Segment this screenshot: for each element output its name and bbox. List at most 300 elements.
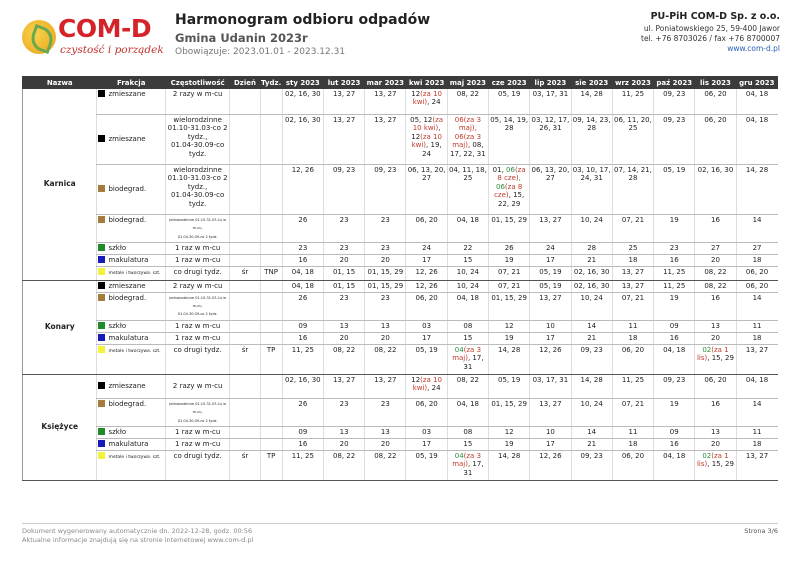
table-header-row	[23, 77, 778, 89]
date-cell: 23	[654, 243, 695, 255]
date-cell: 14, 28	[736, 165, 777, 215]
frequency-cell: 1 raz w m-cu	[165, 320, 229, 332]
date-cell: 13, 27	[323, 89, 364, 115]
date-cell: 11	[736, 427, 777, 439]
leaf-icon	[22, 20, 56, 54]
week-cell	[260, 292, 282, 320]
color-swatch	[98, 135, 105, 142]
date-cell: 18	[736, 332, 777, 344]
date-cell: 18	[612, 332, 653, 344]
date-cell: 16	[695, 292, 736, 320]
date-cell: 03	[406, 427, 447, 439]
date-cell: 12	[489, 320, 530, 332]
date-cell: 09, 23	[365, 165, 406, 215]
date-cell: 08, 22	[323, 344, 364, 374]
title-block	[175, 12, 430, 57]
date-cell: 08	[447, 427, 488, 439]
date-cell: 13	[323, 427, 364, 439]
date-cell: 03, 17, 31	[530, 89, 571, 115]
date-cell: 01, 15, 29	[489, 292, 530, 320]
color-swatch	[98, 440, 105, 447]
date-cell: 13	[365, 320, 406, 332]
date-cell: 16	[282, 255, 323, 267]
company-phone: tel. +76 8703026 / fax +76 8700007	[641, 34, 780, 43]
table-row	[23, 320, 778, 332]
color-swatch	[98, 185, 105, 192]
date-cell: 18	[736, 439, 777, 451]
date-cell: 14, 28	[571, 374, 612, 398]
date-cell: 26	[282, 215, 323, 243]
date-cell: 06, 20	[695, 89, 736, 115]
date-cell: 13, 27	[365, 89, 406, 115]
date-cell: 14, 28	[571, 89, 612, 115]
date-cell: 16	[695, 215, 736, 243]
date-cell: 04, 18	[654, 344, 695, 374]
date-cell: 12, 26	[406, 280, 447, 292]
date-cell: 20	[323, 255, 364, 267]
date-cell: 12, 26	[530, 344, 571, 374]
frequency-cell: 1 raz w m-cu	[165, 427, 229, 439]
day-cell	[230, 332, 260, 344]
frequency-cell: jednorodzinne 01.10-31.03-1x w m-cu, 01.04-30.09-co 2 tydz.	[165, 292, 229, 320]
date-cell: 20	[365, 332, 406, 344]
day-cell	[230, 398, 260, 426]
week-cell	[260, 439, 282, 451]
date-cell: 13, 27	[736, 451, 777, 481]
date-cell: 13, 27	[612, 280, 653, 292]
frequency-cell: co drugi tydz.	[165, 267, 229, 280]
date-cell: 19	[489, 439, 530, 451]
date-cell: 13, 27	[530, 292, 571, 320]
date-cell: 11, 25	[612, 89, 653, 115]
info-note: Aktualne informacje znajdują się na stronie internetowej www.com-d.pl	[22, 536, 254, 544]
date-cell: 23	[365, 243, 406, 255]
color-swatch	[98, 268, 105, 275]
date-cell: 06, 20	[736, 280, 777, 292]
date-cell: 28	[571, 243, 612, 255]
day-cell: śr	[230, 267, 260, 280]
gmina-name: Karnica	[23, 89, 97, 281]
week-cell	[260, 255, 282, 267]
date-cell: 01, 15, 29	[365, 280, 406, 292]
date-cell: 01, 15	[323, 267, 364, 280]
date-cell: 09	[654, 427, 695, 439]
fraction-cell: szkło	[97, 243, 165, 255]
date-cell: 13	[323, 320, 364, 332]
date-cell: 04(za 3 maj), 17, 31	[447, 344, 488, 374]
fraction-cell: biodegrad.	[97, 165, 165, 215]
schedule-table	[22, 76, 778, 481]
date-cell: 11	[612, 320, 653, 332]
date-cell: 20	[365, 255, 406, 267]
date-cell: 20	[695, 255, 736, 267]
col-header: mar 2023	[366, 78, 405, 87]
color-swatch	[98, 256, 105, 263]
date-cell: 02, 16, 30	[282, 115, 323, 165]
date-cell: 19	[489, 332, 530, 344]
date-cell: 05, 19	[530, 280, 571, 292]
date-cell: 07, 21	[612, 215, 653, 243]
date-cell: 21	[571, 332, 612, 344]
week-cell	[260, 332, 282, 344]
date-cell: 06, 20	[736, 267, 777, 280]
date-cell: 05, 19	[406, 344, 447, 374]
date-cell: 06, 20	[612, 344, 653, 374]
table-row	[23, 344, 778, 374]
date-cell: 09, 23	[654, 115, 695, 165]
company-address: ul. Poniatowskiego 25, 59-400 Jawor	[643, 24, 780, 33]
date-cell: 13, 27	[365, 374, 406, 398]
frequency-cell: co drugi tydz.	[165, 344, 229, 374]
date-cell: 16	[282, 332, 323, 344]
date-cell: 05, 19	[489, 374, 530, 398]
day-cell	[230, 215, 260, 243]
col-header: Dzień	[230, 77, 260, 89]
date-cell: 10	[530, 320, 571, 332]
fraction-cell: biodegrad.	[97, 398, 165, 426]
fraction-cell: zmieszane	[97, 89, 165, 115]
generated-note: Dokument wygenerowany automatycznie dn. 2022-12-28, godz. 00:56	[22, 527, 253, 535]
fraction-cell: metale i tworzywa. szt.	[97, 267, 165, 280]
date-cell: 25	[612, 243, 653, 255]
date-cell: 04, 18	[736, 115, 777, 165]
date-cell: 13, 27	[323, 374, 364, 398]
col-header: Nazwa	[23, 77, 97, 89]
date-cell: 06, 20	[695, 115, 736, 165]
day-cell	[230, 89, 260, 115]
table-row	[23, 243, 778, 255]
date-cell: 02, 16, 30	[571, 280, 612, 292]
day-cell: śr	[230, 451, 260, 481]
date-cell: 03, 17, 31	[530, 374, 571, 398]
date-cell: 02, 16, 30	[695, 165, 736, 215]
date-cell: 10, 24	[571, 215, 612, 243]
day-cell	[230, 243, 260, 255]
date-cell: 09, 23	[323, 165, 364, 215]
fraction-cell: metale i tworzywa. szt.	[97, 344, 165, 374]
date-cell: 13, 27	[530, 215, 571, 243]
date-cell: 02(za 1 lis), 15, 29	[695, 344, 736, 374]
logo-tagline: czystość i porządek	[60, 44, 164, 56]
day-cell	[230, 439, 260, 451]
date-cell: 05, 14, 19, 28	[489, 115, 530, 165]
col-header: cze 2023	[489, 77, 530, 89]
col-header: wrz 2023	[612, 77, 653, 89]
date-cell: 27	[736, 243, 777, 255]
table-row	[23, 332, 778, 344]
day-cell	[230, 374, 260, 398]
date-cell: 13	[365, 427, 406, 439]
frequency-cell: jednorodzinne 01.10-31.03-1x w m-cu, 01.04-30.09-co 2 tydz.	[165, 215, 229, 243]
col-header: Tydz.	[260, 78, 282, 87]
frequency-cell: 2 razy w m-cu	[165, 280, 229, 292]
frequency-cell: 2 razy w m-cu	[165, 374, 229, 398]
date-cell: 02, 16, 30	[282, 374, 323, 398]
fraction-cell: biodegrad.	[97, 292, 165, 320]
day-cell	[230, 280, 260, 292]
date-cell: 12(za 10 kwi), 24	[406, 374, 447, 398]
date-cell: 06, 20	[406, 292, 447, 320]
table-row	[23, 255, 778, 267]
date-cell: 11, 25	[612, 374, 653, 398]
frequency-cell: wielorodzinne 01.10-31.03-co 2 tydz., 01.04-30.09-co tydz.	[165, 115, 229, 165]
company-website-link[interactable]: www.com-d.pl	[727, 44, 780, 53]
date-cell: 04, 18	[282, 267, 323, 280]
fraction-cell: makulatura	[97, 255, 165, 267]
date-cell: 08, 22	[447, 374, 488, 398]
date-cell: 14	[571, 320, 612, 332]
date-cell: 02, 16, 30	[571, 267, 612, 280]
date-cell: 13, 27	[323, 115, 364, 165]
date-cell: 09, 23	[571, 451, 612, 481]
table-row	[23, 267, 778, 280]
date-cell: 06, 20	[695, 374, 736, 398]
date-cell: 01, 15	[323, 280, 364, 292]
date-cell: 12	[489, 427, 530, 439]
day-cell: śr	[230, 344, 260, 374]
col-header: gru 2023	[736, 77, 777, 89]
fraction-cell: metale i tworzywa. szt.	[97, 451, 165, 481]
date-cell: 04, 18	[447, 215, 488, 243]
date-cell: 23	[365, 398, 406, 426]
date-cell: 19	[654, 215, 695, 243]
color-swatch	[98, 90, 105, 97]
table-row	[23, 439, 778, 451]
date-cell: 20	[323, 439, 364, 451]
date-cell: 09	[282, 427, 323, 439]
col-header: lip 2023	[530, 77, 571, 89]
frequency-cell: 1 raz w m-cu	[165, 243, 229, 255]
date-cell: 04, 18	[654, 451, 695, 481]
validity-period: Obowiązuje: 2023.01.01 - 2023.12.31	[175, 47, 346, 57]
date-cell: 06, 20	[406, 398, 447, 426]
date-cell: 24	[530, 243, 571, 255]
fraction-cell: zmieszane	[97, 115, 165, 165]
date-cell: 20	[323, 332, 364, 344]
date-cell: 15	[447, 439, 488, 451]
date-cell: 16	[695, 398, 736, 426]
fraction-cell: zmieszane	[97, 280, 165, 292]
date-cell: 11, 25	[654, 267, 695, 280]
week-cell	[260, 243, 282, 255]
date-cell: 14	[571, 427, 612, 439]
col-header: paź 2023	[654, 77, 695, 89]
date-cell: 04, 18	[736, 89, 777, 115]
week-cell	[260, 374, 282, 398]
date-cell: 17	[406, 439, 447, 451]
col-header: Frakcja	[97, 77, 165, 89]
date-cell: 09, 14, 23, 28	[571, 115, 612, 165]
date-cell: 10, 24	[571, 292, 612, 320]
col-header: Częstotliwość	[165, 77, 229, 89]
date-cell: 11, 25	[654, 280, 695, 292]
week-cell: TP	[260, 451, 282, 481]
color-swatch	[98, 322, 105, 329]
date-cell: 21	[571, 255, 612, 267]
date-cell: 23	[365, 215, 406, 243]
date-cell: 17	[530, 439, 571, 451]
date-cell: 11	[612, 427, 653, 439]
week-cell: TNP	[260, 267, 282, 280]
date-cell: 03, 12, 17, 26, 31	[530, 115, 571, 165]
color-swatch	[98, 452, 105, 459]
frequency-cell: co drugi tydz.	[165, 451, 229, 481]
frequency-cell: 2 razy w m-cu	[165, 89, 229, 115]
date-cell: 17	[406, 255, 447, 267]
date-cell: 19	[654, 292, 695, 320]
fraction-cell: makulatura	[97, 332, 165, 344]
date-cell: 04, 18	[447, 398, 488, 426]
date-cell: 04, 18	[736, 374, 777, 398]
date-cell: 16	[282, 439, 323, 451]
table-row	[23, 89, 778, 115]
date-cell: 04, 11, 18, 25	[447, 165, 488, 215]
day-cell	[230, 320, 260, 332]
date-cell: 23	[365, 292, 406, 320]
date-cell: 18	[612, 255, 653, 267]
date-cell: 05, 19	[530, 267, 571, 280]
color-swatch	[98, 400, 105, 407]
fraction-cell: zmieszane	[97, 374, 165, 398]
date-cell: 20	[695, 332, 736, 344]
logo	[20, 14, 170, 62]
color-swatch	[98, 334, 105, 341]
company-name: PU-PiH COM-D Sp. z o.o.	[650, 11, 780, 22]
date-cell: 08	[447, 320, 488, 332]
frequency-cell: wielorodzinne 01.10-31.03-co 2 tydz., 01.04-30.09-co tydz.	[165, 165, 229, 215]
week-cell	[260, 398, 282, 426]
table-row	[23, 374, 778, 398]
col-header: sie 2023	[571, 77, 612, 89]
date-cell: 13, 27	[530, 398, 571, 426]
date-cell: 08, 22	[447, 89, 488, 115]
fraction-cell: biodegrad.	[97, 215, 165, 243]
color-swatch	[98, 282, 105, 289]
date-cell: 20	[695, 439, 736, 451]
footer-divider	[22, 523, 778, 524]
date-cell: 23	[323, 398, 364, 426]
date-cell: 15	[447, 255, 488, 267]
date-cell: 09, 23	[654, 374, 695, 398]
date-cell: 01, 15, 29	[489, 398, 530, 426]
date-cell: 19	[654, 398, 695, 426]
date-cell: 06, 13, 20, 27	[406, 165, 447, 215]
color-swatch	[98, 346, 105, 353]
date-cell: 26	[282, 398, 323, 426]
color-swatch	[98, 382, 105, 389]
date-cell: 04, 18	[447, 292, 488, 320]
table-row	[23, 427, 778, 439]
date-cell: 27	[695, 243, 736, 255]
date-cell: 01, 15, 29	[489, 215, 530, 243]
gmina-name: Księżyce	[23, 374, 97, 480]
date-cell: 14	[736, 215, 777, 243]
table-row	[23, 215, 778, 243]
date-cell: 03, 10, 17, 24, 31	[571, 165, 612, 215]
table-row	[23, 398, 778, 426]
date-cell: 23	[282, 243, 323, 255]
date-cell: 12, 26	[282, 165, 323, 215]
date-cell: 07, 21	[489, 280, 530, 292]
fraction-cell: szkło	[97, 427, 165, 439]
date-cell: 13, 27	[612, 267, 653, 280]
date-cell: 23	[323, 215, 364, 243]
date-cell: 19	[489, 255, 530, 267]
date-cell: 11	[736, 320, 777, 332]
date-cell: 16	[654, 255, 695, 267]
date-cell: 22	[447, 243, 488, 255]
date-cell: 18	[612, 439, 653, 451]
date-cell: 18	[736, 255, 777, 267]
table-row	[23, 280, 778, 292]
date-cell: 05, 19	[489, 89, 530, 115]
col-header: sty 2023	[282, 77, 323, 89]
date-cell: 14, 28	[489, 451, 530, 481]
date-cell: 17	[406, 332, 447, 344]
date-cell: 06, 20	[406, 215, 447, 243]
week-cell	[260, 115, 282, 165]
footer-info	[22, 527, 253, 545]
date-cell: 14, 28	[489, 344, 530, 374]
gmina-name: Konary	[23, 280, 97, 374]
date-cell: 17	[530, 332, 571, 344]
date-cell: 06, 20	[612, 451, 653, 481]
date-cell: 24	[406, 243, 447, 255]
day-cell	[230, 115, 260, 165]
col-header: maj 2023	[447, 77, 488, 89]
date-cell: 09, 23	[654, 89, 695, 115]
date-cell: 11, 25	[282, 451, 323, 481]
date-cell: 07, 21	[489, 267, 530, 280]
date-cell: 10, 24	[571, 398, 612, 426]
date-cell: 17	[530, 255, 571, 267]
date-cell: 06, 13, 20, 27	[530, 165, 571, 215]
date-cell: 05, 19	[654, 165, 695, 215]
date-cell: 23	[323, 243, 364, 255]
table-row	[23, 165, 778, 215]
date-cell: 23	[323, 292, 364, 320]
date-cell: 09, 23	[571, 344, 612, 374]
page-number: Strona 3/6	[744, 527, 778, 535]
date-cell: 14	[736, 292, 777, 320]
color-swatch	[98, 428, 105, 435]
fraction-cell: szkło	[97, 320, 165, 332]
day-cell	[230, 427, 260, 439]
fraction-cell: makulatura	[97, 439, 165, 451]
date-cell: 04(za 3 maj), 17, 31	[447, 451, 488, 481]
frequency-cell: 1 raz w m-cu	[165, 439, 229, 451]
date-cell: 15	[447, 332, 488, 344]
day-cell	[230, 165, 260, 215]
col-header: kwi 2023	[406, 77, 447, 89]
date-cell: 08, 22	[695, 280, 736, 292]
date-cell: 06(za 3 maj), 06(za 3 maj), 08, 17, 22, 31	[447, 115, 488, 165]
color-swatch	[98, 294, 105, 301]
date-cell: 12, 26	[406, 267, 447, 280]
date-cell: 02, 16, 30	[282, 89, 323, 115]
date-cell: 09	[654, 320, 695, 332]
date-cell: 13	[695, 320, 736, 332]
table-row	[23, 451, 778, 481]
date-cell: 11, 25	[282, 344, 323, 374]
date-cell: 26	[282, 292, 323, 320]
date-cell: 20	[365, 439, 406, 451]
week-cell	[260, 165, 282, 215]
date-cell: 05, 19	[406, 451, 447, 481]
date-cell: 08, 22	[323, 451, 364, 481]
date-cell: 10, 24	[447, 267, 488, 280]
week-cell: TP	[260, 344, 282, 374]
